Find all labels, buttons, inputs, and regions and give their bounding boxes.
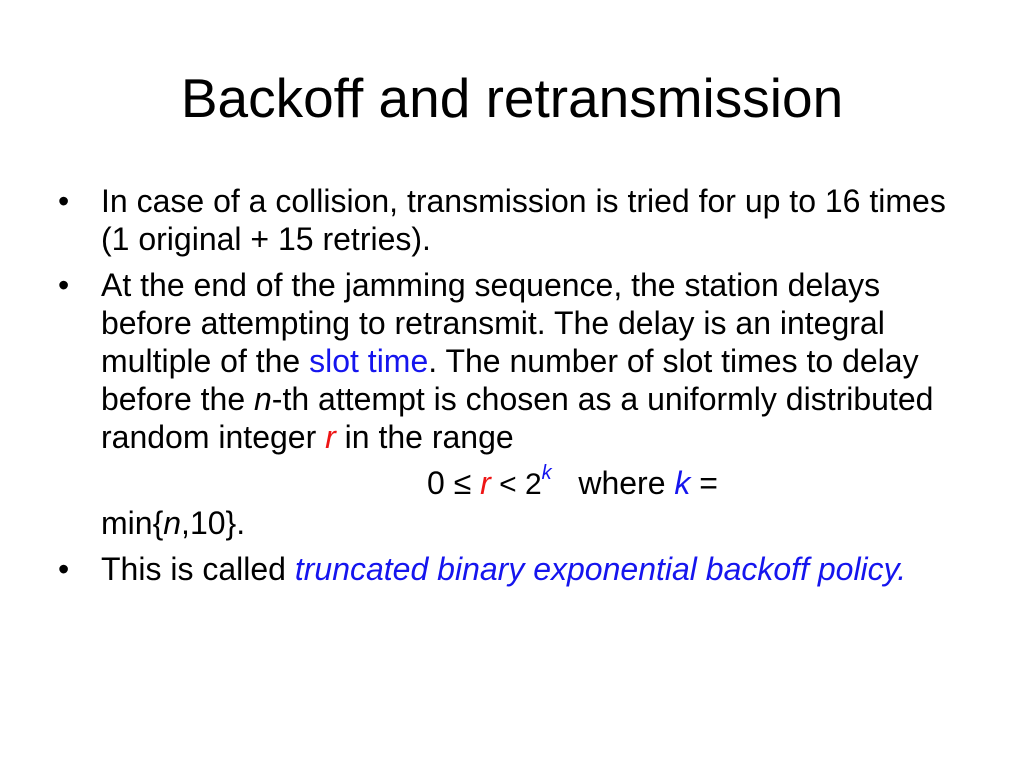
bullet-list (56, 182, 956, 596)
formula-variable-k: k (674, 465, 691, 501)
formula-where: where (551, 465, 675, 501)
bullet-3-text-part1: This is called (101, 551, 295, 587)
formula-variable-r: r (480, 465, 491, 501)
bullet-1-text: In case of a collision, transmission is tried for up to 16 times (1 original + 15 retries). (101, 183, 946, 257)
formula-min-close: ,10}. (181, 505, 246, 541)
formula-min-variable-n: n (163, 505, 182, 541)
backoff-policy-dot: . (897, 551, 907, 587)
bullet-2-text-part3: -th attempt is chosen as a uniformly distributed random integer (101, 381, 934, 455)
bullet-marker: • (58, 183, 70, 219)
bullet-marker: • (58, 267, 70, 303)
bullet-item-1 (56, 182, 956, 258)
formula-min-open: min{ (101, 505, 164, 541)
formula-lt-two: < 2 (490, 468, 542, 501)
formula-exponent-k: k (541, 462, 552, 485)
variable-n: n (254, 381, 272, 417)
slide-title: Backoff and retransmission (180, 67, 844, 129)
range-formula (101, 464, 956, 504)
bullet-2-text-part2: . The number of slot times to delay before the (101, 343, 919, 417)
bullet-marker: • (58, 551, 70, 587)
bullet-2-text-part1: At the end of the jamming sequence, the station delays before attempting to retransmit. The delay is an integral multiple of the (101, 267, 885, 379)
slot-time-term: slot time (309, 343, 429, 379)
backoff-policy-term: truncated binary exponential backoff policy (294, 551, 898, 587)
formula-zero-le: 0 ≤ (427, 465, 481, 501)
variable-r: r (325, 419, 336, 455)
bullet-2-text-part4: in the range (335, 419, 514, 455)
bullet-item-3 (56, 550, 956, 588)
formula-equals: = (690, 465, 718, 501)
bullet-item-2 (56, 266, 956, 542)
